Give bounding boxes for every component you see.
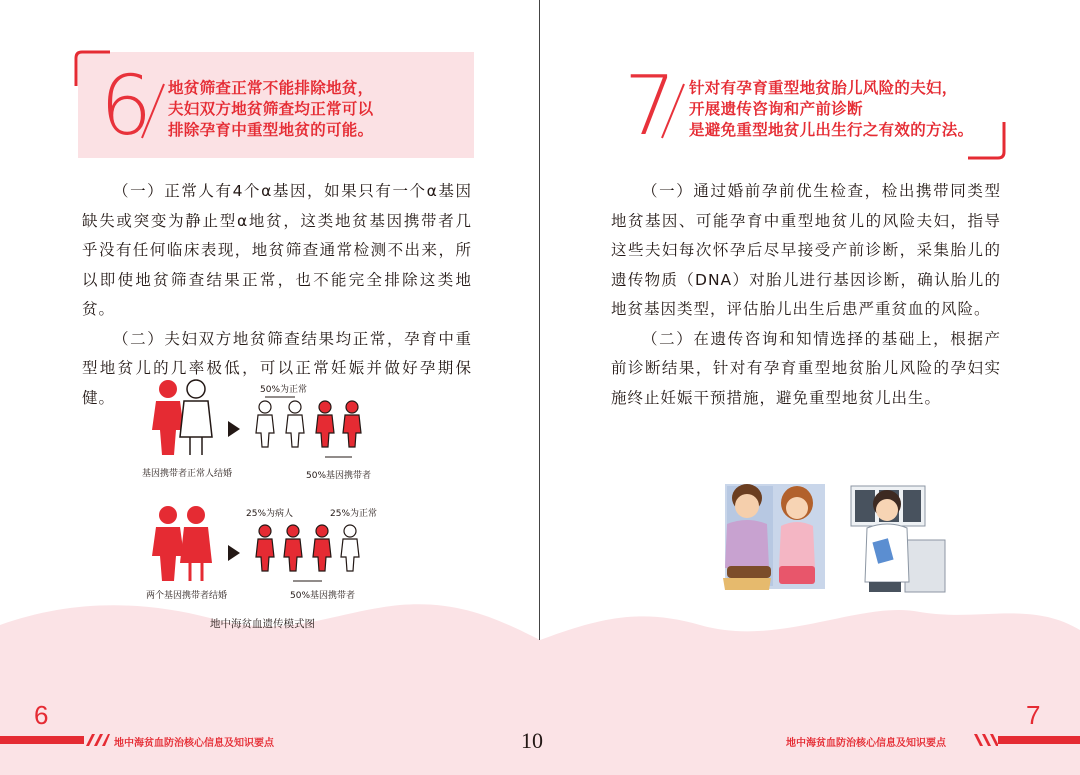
inheritance-diagram xyxy=(140,375,400,605)
arrow-icon xyxy=(228,545,240,561)
footer-page-number-right: 7 xyxy=(1026,700,1041,730)
row2-label-a: 25%为病人 xyxy=(246,509,294,519)
row1-left-caption: 基因携带者正常人结婚 xyxy=(142,469,233,479)
footer-red-bar xyxy=(0,736,84,744)
row2-parents-figure xyxy=(152,506,212,581)
footer-stripes xyxy=(84,734,110,746)
right-paragraph-2: （二）在遗传咨询和知情选择的基础上，根据产前诊断结果，针对有孕育重型地贫胎儿风险的孕妇实施终止妊娠干预措施，避免重型地贫儿出生。 xyxy=(611,329,1001,407)
right-page xyxy=(540,0,1080,775)
footer-stripes xyxy=(972,734,998,746)
callout-text-6 xyxy=(168,78,373,141)
spread-page-number: 10 xyxy=(521,728,543,753)
row2-label-b: 25%为正常 xyxy=(330,509,378,519)
footer-title-right: 地中海贫血防治核心信息及知识要点 xyxy=(786,738,946,749)
row2-left-caption: 两个基因携带者结婚 xyxy=(146,591,228,601)
row2-bottom-label: 50%基因携带者 xyxy=(290,591,356,601)
footer-title-left: 地中海贫血防治核心信息及知识要点 xyxy=(114,738,274,749)
slash-decoration xyxy=(138,82,168,142)
row1-parents-figure xyxy=(152,380,212,455)
right-body-text xyxy=(611,177,1001,413)
left-paragraph-2: （二）夫妇双方地贫筛查结果均正常，孕育中重型地贫儿的几率极低，可以正常妊娠并做好孕期保健。 xyxy=(82,329,472,407)
left-paragraph-1: （一）正常人有4个α基因，如果只有一个α基因缺失或突变为静止型α地贫，这类地贫基因携带者几乎没有任何临床表现，地贫筛查通常检测不出来，所以即使地贫筛查结果正常，也不能完全排除这类地贫。 xyxy=(82,182,472,318)
callout-line-3: 是避免重型地贫儿出生行之有效的方法。 xyxy=(689,121,974,139)
callout-line-1: 针对有孕育重型地贫胎儿风险的夫妇， xyxy=(689,79,958,97)
diagram-caption: 地中海贫血遗传模式图 xyxy=(210,618,315,630)
callout-line-2: 夫妇双方地贫筛查均正常可以 xyxy=(168,100,374,118)
callout-line-1: 地贫筛查正常不能排除地贫， xyxy=(168,79,374,97)
row1-top-label: 50%为正常 xyxy=(260,385,308,395)
footer-page-number-left: 6 xyxy=(34,700,49,730)
arrow-icon xyxy=(228,421,240,437)
consultation-illustration xyxy=(705,478,950,603)
callout-text-7 xyxy=(689,78,973,141)
callout-line-3: 排除孕育中重型地贫的可能。 xyxy=(168,121,374,139)
right-paragraph-1: （一）通过婚前孕前优生检查，检出携带同类型地贫基因、可能孕育中重型地贫儿的风险夫妇，指导这些夫妇每次怀孕后尽早接受产前诊断，采集胎儿的遗传物质（DNA）对胎儿进行基因诊断，确认胎儿的地贫基因类型，评估胎儿出生后患严重贫血的风险。 xyxy=(611,182,1001,318)
section-number-6: 6 xyxy=(100,59,153,154)
row1-bottom-label: 50%基因携带者 xyxy=(306,471,372,481)
slash-decoration xyxy=(658,82,688,142)
row2-children xyxy=(256,525,359,581)
row1-children xyxy=(256,397,361,457)
callout-line-2: 开展遗传咨询和产前诊断 xyxy=(689,100,863,118)
section-number-7: 7 xyxy=(624,59,677,154)
footer-red-bar xyxy=(998,736,1080,744)
